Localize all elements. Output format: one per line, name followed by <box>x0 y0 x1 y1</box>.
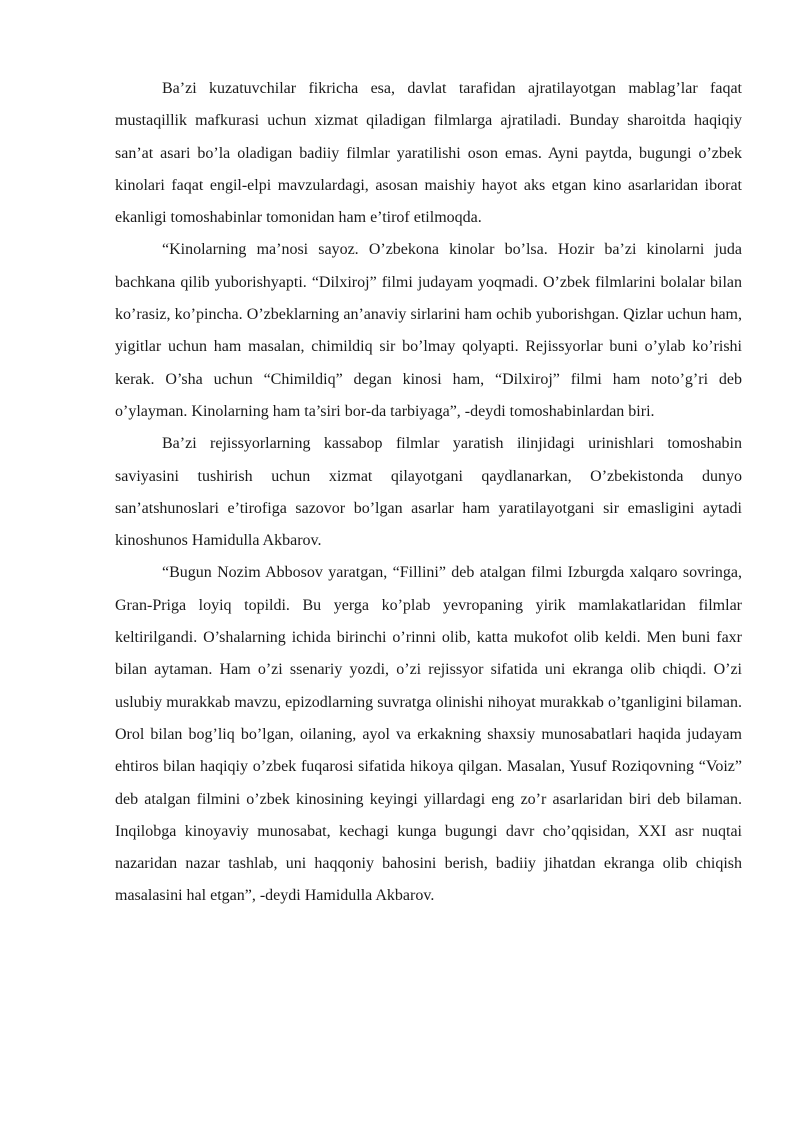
paragraph-2: “Kinolarning ma’nosi sayoz. O’zbekona kinolar bo’lsa. Hozir ba’zi kinolarni juda bachkana qilib yuborishyapti. “Dilxiroj” filmi judayam yoqmadi. O’zbek filmlarini bolalar bilan ko’rasiz, ko’pincha. O’zbeklarning an’anaviy sirlarini ham ochib yuborishgan. Qizlar uchun ham, yigitlar uchun ham masalan, chimildiq sir bo’lmay qolyapti. Rejissyorlar buni o’ylab ko’rishi kerak. O’sha uchun “Chimildiq” degan kinosi ham, “Dilxiroj” filmi ham noto’g’ri deb o’ylayman. Kinolarning ham ta’siri bor-da tarbiyaga”, -deydi tomoshabinlardan biri. <box>115 241 742 420</box>
paragraph-1: Ba’zi kuzatuvchilar fikricha esa, davlat tarafidan ajratilayotgan mablag’lar faqat mustaqillik mafkurasi uchun xizmat qiladigan filmlarga ajratiladi. Bunday sharoitda haqiqiy san’at asari bo’la oladigan badiiy filmlar yaratilishi oson emas. Ayni paytda, bugungi o’zbek kinolari faqat engil-elpi mavzulardagi, asosan maishiy hayot aks etgan kino asarlaridan iborat ekanligi tomoshabinlar tomonidan ham e’tirof etilmoqda. <box>115 80 742 227</box>
paragraph-3: Ba’zi rejissyorlarning kassabop filmlar yaratish ilinjidagi urinishlari tomoshabin saviyasini tushirish uchun xizmat qilayotgani qaydlanarkan, O’zbekistonda dunyo san’atshunoslari e’tirofiga sazovor bo’lgan asarlar ham yaratilayotgani sir emasligini aytadi kinoshunos Hamidulla Akbarov. <box>115 435 742 550</box>
document-page <box>115 73 742 913</box>
paragraph-4: “Bugun Nozim Abbosov yaratgan, “Fillini” deb atalgan filmi Izburgda xalqaro sovringa, Gran-Priga loyiq topildi. Bu yerga ko’plab yevropaning yirik mamlakatlaridan filmlar keltirilgandi. O’shalarning ichida birinchi o’rinni olib, katta mukofot olib keldi. Men buni faxr bilan aytaman. Ham o’zi ssenariy yozdi, o’zi rejissyor sifatida uni ekranga olib chiqdi. O’zi uslubiy murakkab mavzu, epizodlarning suvratga olinishi nihoyat murakkab o’tganligini bilaman. Orol bilan bog’liq bo’lgan, oilaning, ayol va erkakning shaxsiy munosabatlari haqida judayam ehtiros bilan haqiqiy o’zbek fuqarosi sifatida hikoya qilgan. Masalan, Yusuf Roziqovning “Voiz” deb atalgan filmini o’zbek kinosining keyingi yillardagi eng zo’r asarlaridan biri deb bilaman. Inqilobga kinoyaviy munosabat, kechagi kunga bugungi davr cho’qqisidan, XXI asr nuqtai nazaridan nazar tashlab, uni haqqoniy bahosini berish, badiiy jihatdan ekranga olib chiqish masalasini hal etgan”, -deydi Hamidulla Akbarov. <box>115 564 742 905</box>
